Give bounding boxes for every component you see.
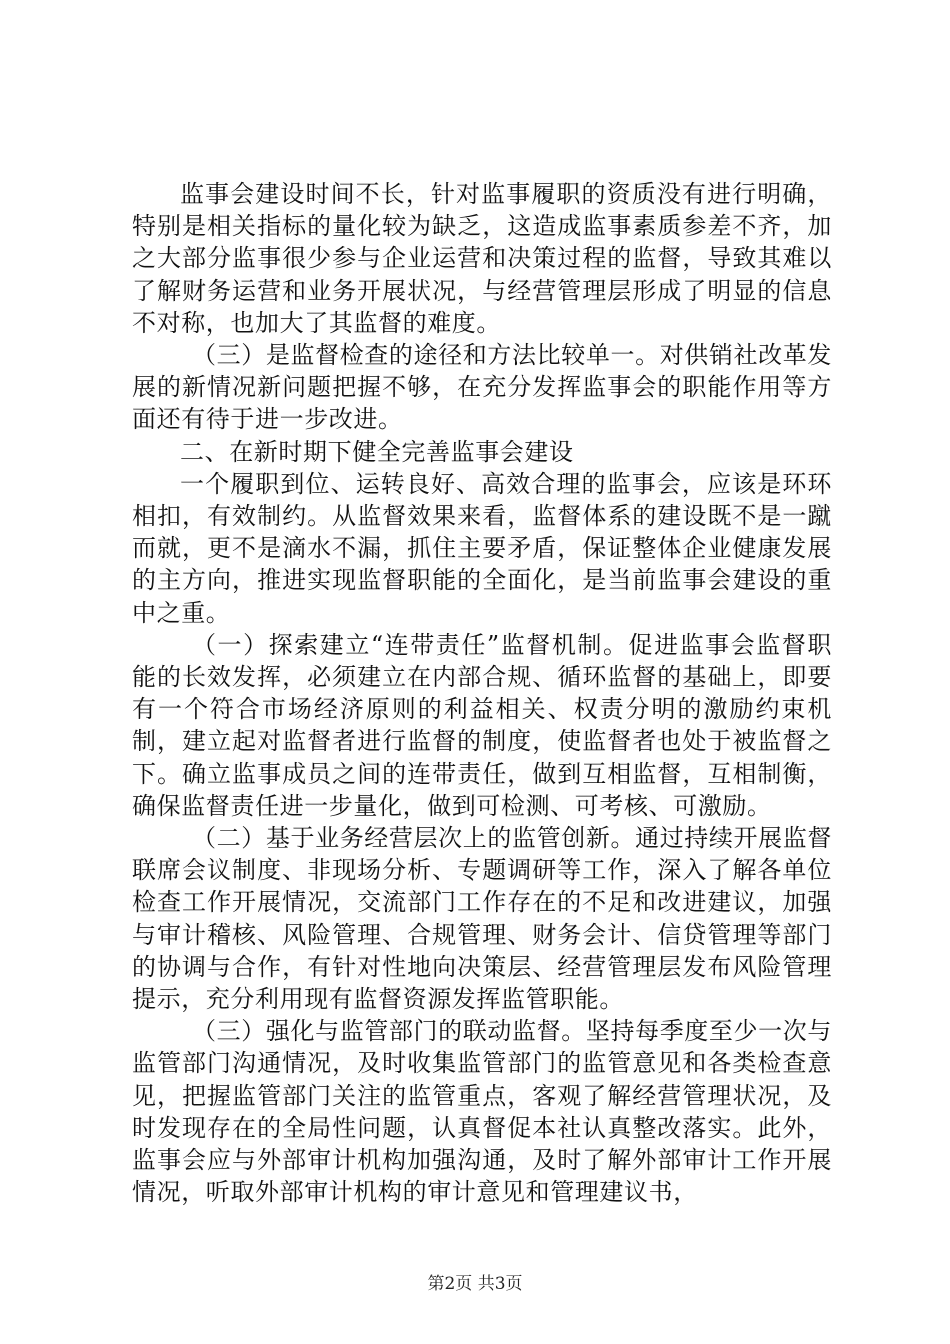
paragraph-measure-one: （一）探索建立“连带责任”监督机制。促进监事会监督职能的长效发挥，必须建立在内部合规、循环监督的基础上，即要有一个符合市场经济原则的利益相关、权责分明的激励约束机制，建立起对监督者进行监督的制度，使监督者也处于被监督之下。确立监事成员之间的连带责任，做到互相监督，互相制衡，确保监督责任进一步量化，做到可检测、可考核、可激励。 — [132, 630, 832, 820]
paragraph-supervisor-qualification: 监事会建设时间不长，针对监事履职的资质没有进行明确，特别是相关指标的量化较为缺乏，这造成监事素质参差不齐，加之大部分监事很少参与企业运营和决策过程的监督，导致其难以了解财务运营和业务开展状况，与经营管理层形成了明显的信息不对称，也加大了其监督的难度。 — [132, 180, 832, 337]
page-footer: 第2页 共3页 — [427, 1274, 523, 1294]
paragraph-section-two-intro: 一个履职到位、运转良好、高效合理的监事会，应该是环环相扣，有效制约。从监督效果来看，监督体系的建设既不是一蹴而就，更不是滴水不漏，抓住主要矛盾，保证整体企业健康发展的主方向，推进实现监督职能的全面化，是当前监事会建设的重中之重。 — [132, 469, 832, 627]
paragraph-measure-three: （三）强化与监管部门的联动监督。坚持每季度至少一次与监管部门沟通情况，及时收集监管部门的监管意见和各类检查意见，把握监管部门关注的监管重点，客观了解经营管理状况，及时发现存在的全局性问题，认真督促本社认真整改落实。此外，监事会应与外部审计机构加强沟通，及时了解外部审计工作开展情况，听取外部审计机构的审计意见和管理建议书， — [132, 1017, 832, 1207]
section-heading-two: 二、在新时期下健全完善监事会建设 — [180, 437, 574, 466]
paragraph-measure-two: （二）基于业务经营层次上的监管创新。通过持续开展监督联席会议制度、非现场分析、专题调研等工作，深入了解各单位检查工作开展情况，交流部门工作存在的不足和改进建议，加强与审计稽核、风险管理、合规管理、财务会计、信贷管理等部门的协调与合作，有针对性地向决策层、经营管理层发布风险管理提示，充分利用现有监督资源发挥监管职能。 — [132, 824, 832, 1014]
paragraph-issue-three: （三）是监督检查的途径和方法比较单一。对供销社改革发展的新情况新问题把握不够，在充分发挥监事会的职能作用等方面还有待于进一步改进。 — [132, 341, 832, 434]
document-body — [132, 178, 832, 1209]
